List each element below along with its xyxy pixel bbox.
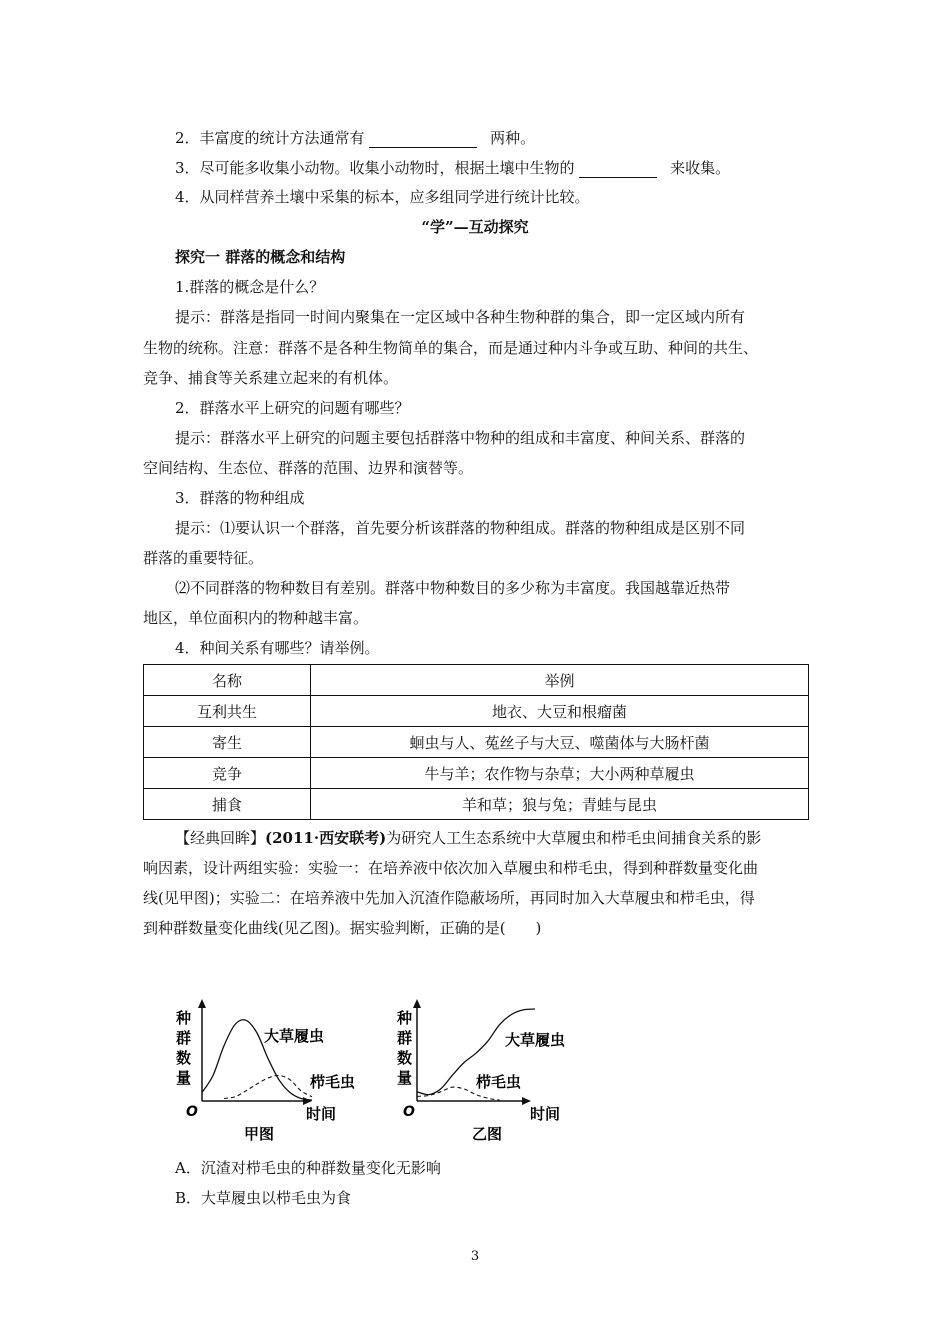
y-label-char: 种	[397, 1009, 413, 1027]
x-axis-arrow	[522, 1097, 531, 1105]
y-label-char: 种	[176, 1009, 192, 1027]
row-example: 蛔虫与人、菟丝子与大豆、噬菌体与大肠杆菌	[311, 727, 809, 758]
classic-label: 【经典回眸】	[175, 829, 266, 847]
species-relations-table	[143, 664, 809, 820]
answer-blank-2[interactable]	[579, 157, 657, 178]
series-label-didinium: 栉毛虫	[310, 1073, 356, 1091]
question-2: 2．群落水平上研究的问题有哪些？	[175, 399, 410, 417]
chart-yi	[390, 995, 590, 1145]
origin-label: O	[186, 1104, 198, 1120]
chart-title: 甲图	[244, 1125, 275, 1143]
table-row	[144, 727, 809, 758]
answer-3-line-1: 提示：⑴要认识一个群落，首先要分析该群落的物种组成。群落的物种组成是区别不同	[175, 519, 746, 537]
classic-source: (2011·西安联考)	[265, 829, 387, 847]
page-number: 3	[470, 1249, 480, 1264]
answer-2-line-1: 提示：群落水平上研究的问题主要包括群落中物种的组成和丰富度、种间关系、群落的	[175, 429, 746, 447]
header-name: 名称	[144, 665, 311, 696]
row-example: 牛与羊；农作物与杂草；大小两种草履虫	[311, 758, 809, 789]
question-4: 4．种间关系有哪些？请举例。	[175, 639, 380, 657]
answer-2-line-2: 空间结构、生态位、群落的范围、边界和演替等。	[143, 459, 474, 477]
series-label-paramecium: 大草履虫	[505, 1031, 566, 1049]
item-3	[175, 157, 808, 178]
question-1: 1.群落的概念是什么？	[175, 278, 325, 296]
classic-text-1: 为研究人工生态系统中大草履虫和栉毛虫间捕食关系的影	[386, 829, 762, 847]
item-4: 4．从同样营养土壤中采集的标本，应多组同学进行统计比较。	[175, 188, 590, 206]
header-example: 举例	[311, 665, 809, 696]
answer-1-line-2: 生物的统称。注意：群落不是各种生物简单的集合，而是通过种内斗争或互助、种间的共生、	[143, 339, 759, 357]
y-label-char: 量	[397, 1069, 413, 1087]
question-3: 3．群落的物种组成	[175, 489, 305, 507]
inquiry-heading: 探究一 群落的概念和结构	[175, 248, 346, 266]
answer-1-line-3: 竞争、捕食等关系建立起来的有机体。	[143, 369, 399, 387]
table-row	[144, 758, 809, 789]
answer-3-line-2: 群落的重要特征。	[143, 549, 264, 567]
classic-line-4: 到种群数量变化曲线(见乙图)。据实验判断，正确的是( )	[143, 919, 542, 937]
item-2-text-b: 两种。	[490, 129, 536, 147]
y-label-char: 群	[176, 1029, 192, 1047]
row-example: 地衣、大豆和根瘤菌	[311, 696, 809, 727]
item-2-text-a: 2．丰富度的统计方法通常有	[175, 129, 365, 147]
x-label: 时间	[306, 1105, 337, 1123]
row-name: 竞争	[144, 758, 311, 789]
option-a[interactable]: A．沉渣对栉毛虫的种群数量变化无影响	[175, 1159, 441, 1177]
y-label-char: 数	[176, 1049, 192, 1067]
row-example: 羊和草；狼与兔；青蛙与昆虫	[311, 789, 809, 820]
x-label: 时间	[530, 1105, 561, 1123]
chart-title: 乙图	[472, 1125, 503, 1143]
series-label-paramecium: 大草履虫	[264, 1027, 325, 1045]
section-title: “学”—互动探究	[421, 218, 529, 236]
item-2	[175, 127, 808, 148]
y-label-char: 数	[397, 1049, 413, 1067]
table-header-row	[144, 665, 809, 696]
y-axis-arrow	[413, 999, 421, 1008]
y-label-char: 群	[397, 1029, 413, 1047]
chart-jia	[170, 995, 370, 1145]
answer-3-line-4: 地区，单位面积内的物种越丰富。	[143, 609, 369, 627]
option-b[interactable]: B．大草履虫以栉毛虫为食	[175, 1189, 352, 1207]
row-name: 捕食	[144, 789, 311, 820]
row-name: 互利共生	[144, 696, 311, 727]
series-label-didinium: 栉毛虫	[476, 1073, 522, 1091]
answer-blank-1[interactable]	[369, 127, 477, 148]
y-label-char: 量	[176, 1069, 192, 1087]
x-axis-arrow	[303, 1097, 312, 1105]
row-name: 寄生	[144, 727, 311, 758]
table-row	[144, 789, 809, 820]
classic-line-1	[175, 828, 808, 848]
origin-label: O	[403, 1104, 415, 1120]
series-line-didinium	[224, 1075, 312, 1098]
item-3-text-b: 来收集。	[670, 159, 731, 177]
table-row	[144, 696, 809, 727]
y-axis-arrow	[198, 999, 206, 1008]
classic-line-2: 响因素，设计两组实验：实验一：在培养液中依次加入草履虫和栉毛虫，得到种群数量变化曲	[143, 859, 759, 877]
answer-3-line-3: ⑵不同群落的物种数目有差别。群落中物种数目的多少称为丰富度。我国越靠近热带	[175, 579, 731, 597]
answer-1-line-1: 提示：群落是指同一时间内聚集在一定区域中各种生物种群的集合，即一定区域内所有	[175, 308, 746, 326]
classic-line-3: 线(见甲图)；实验二：在培养液中先加入沉渣作隐蔽场所，再同时加入大草履虫和栉毛虫，得	[143, 889, 755, 907]
item-3-text-a: 3．尽可能多收集小动物。收集小动物时，根据土壤中生物的	[175, 159, 575, 177]
